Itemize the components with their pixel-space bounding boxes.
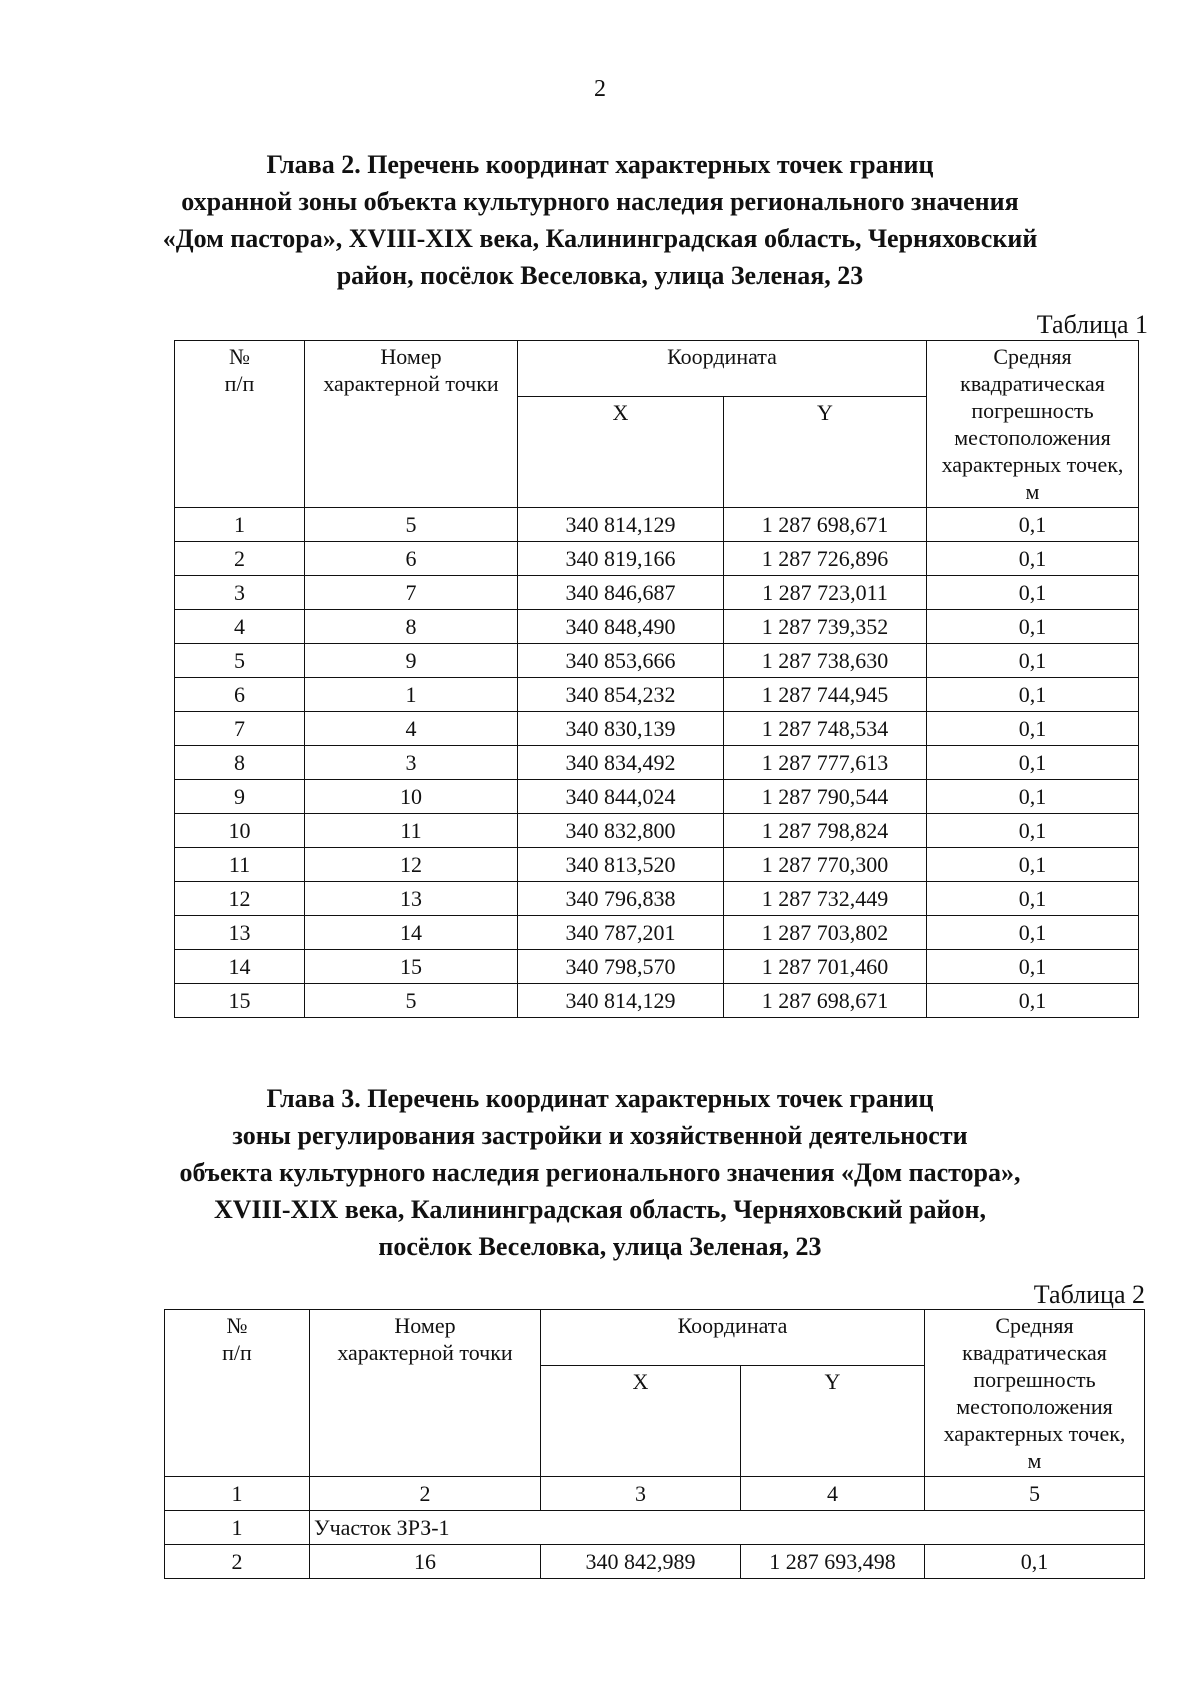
x-coordinate-cell: 340 844,024 — [518, 780, 724, 814]
table-row — [175, 712, 1139, 746]
error-cell: 0,1 — [927, 950, 1139, 984]
chapter-3-title-line: Глава 3. Перечень координат характерных точек границ — [266, 1084, 934, 1113]
table-row — [175, 746, 1139, 780]
header-mean-square-error — [927, 341, 1139, 508]
row-number-cell: 5 — [175, 644, 305, 678]
header-line: Средняя — [993, 344, 1072, 369]
header-line: характерной точки — [337, 1340, 513, 1365]
row-number-cell: 14 — [175, 950, 305, 984]
row-number-cell: 2 — [165, 1545, 310, 1579]
x-coordinate-cell: 340 832,800 — [518, 814, 724, 848]
y-coordinate-cell: 1 287 790,544 — [724, 780, 927, 814]
table-row — [175, 576, 1139, 610]
header-y: Y — [741, 1366, 925, 1477]
row-number-cell: 11 — [175, 848, 305, 882]
y-coordinate-cell: 1 287 698,671 — [724, 508, 927, 542]
chapter-2-title-line: «Дом пастора», XVIII-XIX века, Калининградская область, Черняховский — [162, 224, 1038, 253]
error-cell: 0,1 — [927, 746, 1139, 780]
row-number-cell: 15 — [175, 984, 305, 1018]
table-row — [175, 678, 1139, 712]
x-coordinate-cell: 340 848,490 — [518, 610, 724, 644]
chapter-3-title-line: посёлок Веселовка, улица Зеленая, 23 — [378, 1232, 822, 1261]
point-number-cell: 16 — [310, 1545, 541, 1579]
section-label: Участок ЗРЗ-1 — [310, 1511, 1145, 1545]
header-line: п/п — [224, 371, 255, 396]
error-cell: 0,1 — [927, 848, 1139, 882]
error-cell: 0,1 — [927, 712, 1139, 746]
x-coordinate-cell: 340 813,520 — [518, 848, 724, 882]
chapter-2-title-line: Глава 2. Перечень координат характерных точек границ — [266, 150, 934, 179]
row-number-cell: 1 — [175, 508, 305, 542]
y-coordinate-cell: 1 287 732,449 — [724, 882, 927, 916]
row-number-cell: 12 — [175, 882, 305, 916]
header-line: квадратическая — [962, 1340, 1107, 1365]
y-coordinate-cell: 1 287 777,613 — [724, 746, 927, 780]
table-row — [175, 542, 1139, 576]
y-coordinate-cell: 1 287 698,671 — [724, 984, 927, 1018]
x-coordinate-cell: 340 830,139 — [518, 712, 724, 746]
header-line: № — [229, 344, 250, 369]
chapter-3-title — [0, 1080, 1200, 1265]
table-row — [175, 984, 1139, 1018]
point-number-cell: 4 — [305, 712, 518, 746]
y-coordinate-cell: 1 287 701,460 — [724, 950, 927, 984]
x-coordinate-cell: 340 846,687 — [518, 576, 724, 610]
error-cell: 0,1 — [927, 644, 1139, 678]
point-number-cell: 5 — [305, 508, 518, 542]
error-cell: 0,1 — [927, 984, 1139, 1018]
header-line: Средняя — [995, 1313, 1074, 1338]
table-row — [175, 916, 1139, 950]
error-cell: 0,1 — [927, 576, 1139, 610]
point-number-cell: 12 — [305, 848, 518, 882]
header-point-number — [305, 341, 518, 508]
x-coordinate-cell: 340 854,232 — [518, 678, 724, 712]
y-coordinate-cell: 1 287 798,824 — [724, 814, 927, 848]
y-coordinate-cell: 1 287 726,896 — [724, 542, 927, 576]
header-row-number — [175, 341, 305, 508]
header-line: м — [1027, 1448, 1042, 1473]
header-line: местоположения — [954, 425, 1111, 450]
header-point-number — [310, 1310, 541, 1477]
header-coordinate: Координата — [541, 1310, 925, 1366]
x-coordinate-cell: 340 834,492 — [518, 746, 724, 780]
table-row — [175, 950, 1139, 984]
column-number-cell: 3 — [541, 1477, 741, 1511]
column-number-cell: 4 — [741, 1477, 925, 1511]
point-number-cell: 13 — [305, 882, 518, 916]
table-row — [175, 848, 1139, 882]
point-number-cell: 15 — [305, 950, 518, 984]
row-number-cell: 8 — [175, 746, 305, 780]
header-row-number — [165, 1310, 310, 1477]
column-number-row — [165, 1477, 1145, 1511]
header-line: п/п — [222, 1340, 252, 1365]
section-row-number: 1 — [165, 1511, 310, 1545]
x-coordinate-cell: 340 787,201 — [518, 916, 724, 950]
x-coordinate-cell: 340 819,166 — [518, 542, 724, 576]
row-number-cell: 9 — [175, 780, 305, 814]
y-coordinate-cell: 1 287 723,011 — [724, 576, 927, 610]
column-number-cell: 1 — [165, 1477, 310, 1511]
coordinates-table-1 — [174, 340, 1139, 1018]
point-number-cell: 14 — [305, 916, 518, 950]
error-cell: 0,1 — [927, 814, 1139, 848]
error-cell: 0,1 — [927, 508, 1139, 542]
row-number-cell: 10 — [175, 814, 305, 848]
row-number-cell: 7 — [175, 712, 305, 746]
y-coordinate-cell: 1 287 738,630 — [724, 644, 927, 678]
column-number-cell: 5 — [925, 1477, 1145, 1511]
header-line: погрешность — [971, 398, 1094, 423]
header-line: местоположения — [956, 1394, 1113, 1419]
x-coordinate-cell: 340 814,129 — [518, 984, 724, 1018]
header-line: характерной точки — [323, 371, 499, 396]
y-coordinate-cell: 1 287 770,300 — [724, 848, 927, 882]
error-cell: 0,1 — [927, 610, 1139, 644]
table-row — [175, 644, 1139, 678]
header-line: погрешность — [973, 1367, 1096, 1392]
x-coordinate-cell: 340 798,570 — [518, 950, 724, 984]
x-coordinate-cell: 340 853,666 — [518, 644, 724, 678]
error-cell: 0,1 — [927, 780, 1139, 814]
y-coordinate-cell: 1 287 744,945 — [724, 678, 927, 712]
table-row — [175, 610, 1139, 644]
row-number-cell: 6 — [175, 678, 305, 712]
y-coordinate-cell: 1 287 703,802 — [724, 916, 927, 950]
y-coordinate-cell: 1 287 748,534 — [724, 712, 927, 746]
chapter-2-title-line: охранной зоны объекта культурного наследия регионального значения — [181, 187, 1019, 216]
table-row — [175, 780, 1139, 814]
table-1-caption: Таблица 1 — [1036, 310, 1148, 339]
x-coordinate-cell: 340 842,989 — [541, 1545, 741, 1579]
row-number-cell: 3 — [175, 576, 305, 610]
header-line: Номер — [394, 1313, 456, 1338]
header-line: квадратическая — [960, 371, 1105, 396]
point-number-cell: 3 — [305, 746, 518, 780]
header-y: Y — [724, 397, 927, 508]
y-coordinate-cell: 1 287 693,498 — [741, 1545, 925, 1579]
chapter-3-title-line: зоны регулирования застройки и хозяйственной деятельности — [232, 1121, 968, 1150]
point-number-cell: 9 — [305, 644, 518, 678]
point-number-cell: 1 — [305, 678, 518, 712]
chapter-3-title-line: XVIII-XIX века, Калининградская область, Черняховский район, — [213, 1195, 986, 1224]
point-number-cell: 8 — [305, 610, 518, 644]
header-x: X — [518, 397, 724, 508]
header-line: характерных точек, — [941, 452, 1124, 477]
row-number-cell: 2 — [175, 542, 305, 576]
point-number-cell: 5 — [305, 984, 518, 1018]
error-cell: 0,1 — [927, 542, 1139, 576]
header-line: м — [1025, 479, 1040, 504]
chapter-2-title — [0, 146, 1200, 294]
header-coordinate: Координата — [518, 341, 927, 397]
table-row — [165, 1545, 1145, 1579]
point-number-cell: 7 — [305, 576, 518, 610]
row-number-cell: 4 — [175, 610, 305, 644]
x-coordinate-cell: 340 814,129 — [518, 508, 724, 542]
header-line: № — [226, 1313, 248, 1338]
chapter-3-title-line: объекта культурного наследия регионального значения «Дом пастора», — [179, 1158, 1021, 1187]
point-number-cell: 11 — [305, 814, 518, 848]
point-number-cell: 6 — [305, 542, 518, 576]
chapter-2-title-line: район, посёлок Веселовка, улица Зеленая, 23 — [336, 261, 864, 290]
coordinates-table-2 — [164, 1309, 1145, 1579]
error-cell: 0,1 — [927, 916, 1139, 950]
header-x: X — [541, 1366, 741, 1477]
error-cell: 0,1 — [927, 882, 1139, 916]
table-row — [175, 508, 1139, 542]
point-number-cell: 10 — [305, 780, 518, 814]
table-row — [175, 882, 1139, 916]
page-number: 2 — [594, 76, 606, 102]
header-line: Номер — [380, 344, 442, 369]
x-coordinate-cell: 340 796,838 — [518, 882, 724, 916]
error-cell: 0,1 — [925, 1545, 1145, 1579]
row-number-cell: 13 — [175, 916, 305, 950]
column-number-cell: 2 — [310, 1477, 541, 1511]
header-line: характерных точек, — [943, 1421, 1126, 1446]
error-cell: 0,1 — [927, 678, 1139, 712]
table-row — [175, 814, 1139, 848]
table-2-caption: Таблица 2 — [1033, 1280, 1145, 1309]
y-coordinate-cell: 1 287 739,352 — [724, 610, 927, 644]
section-row — [165, 1511, 1145, 1545]
header-mean-square-error — [925, 1310, 1145, 1477]
